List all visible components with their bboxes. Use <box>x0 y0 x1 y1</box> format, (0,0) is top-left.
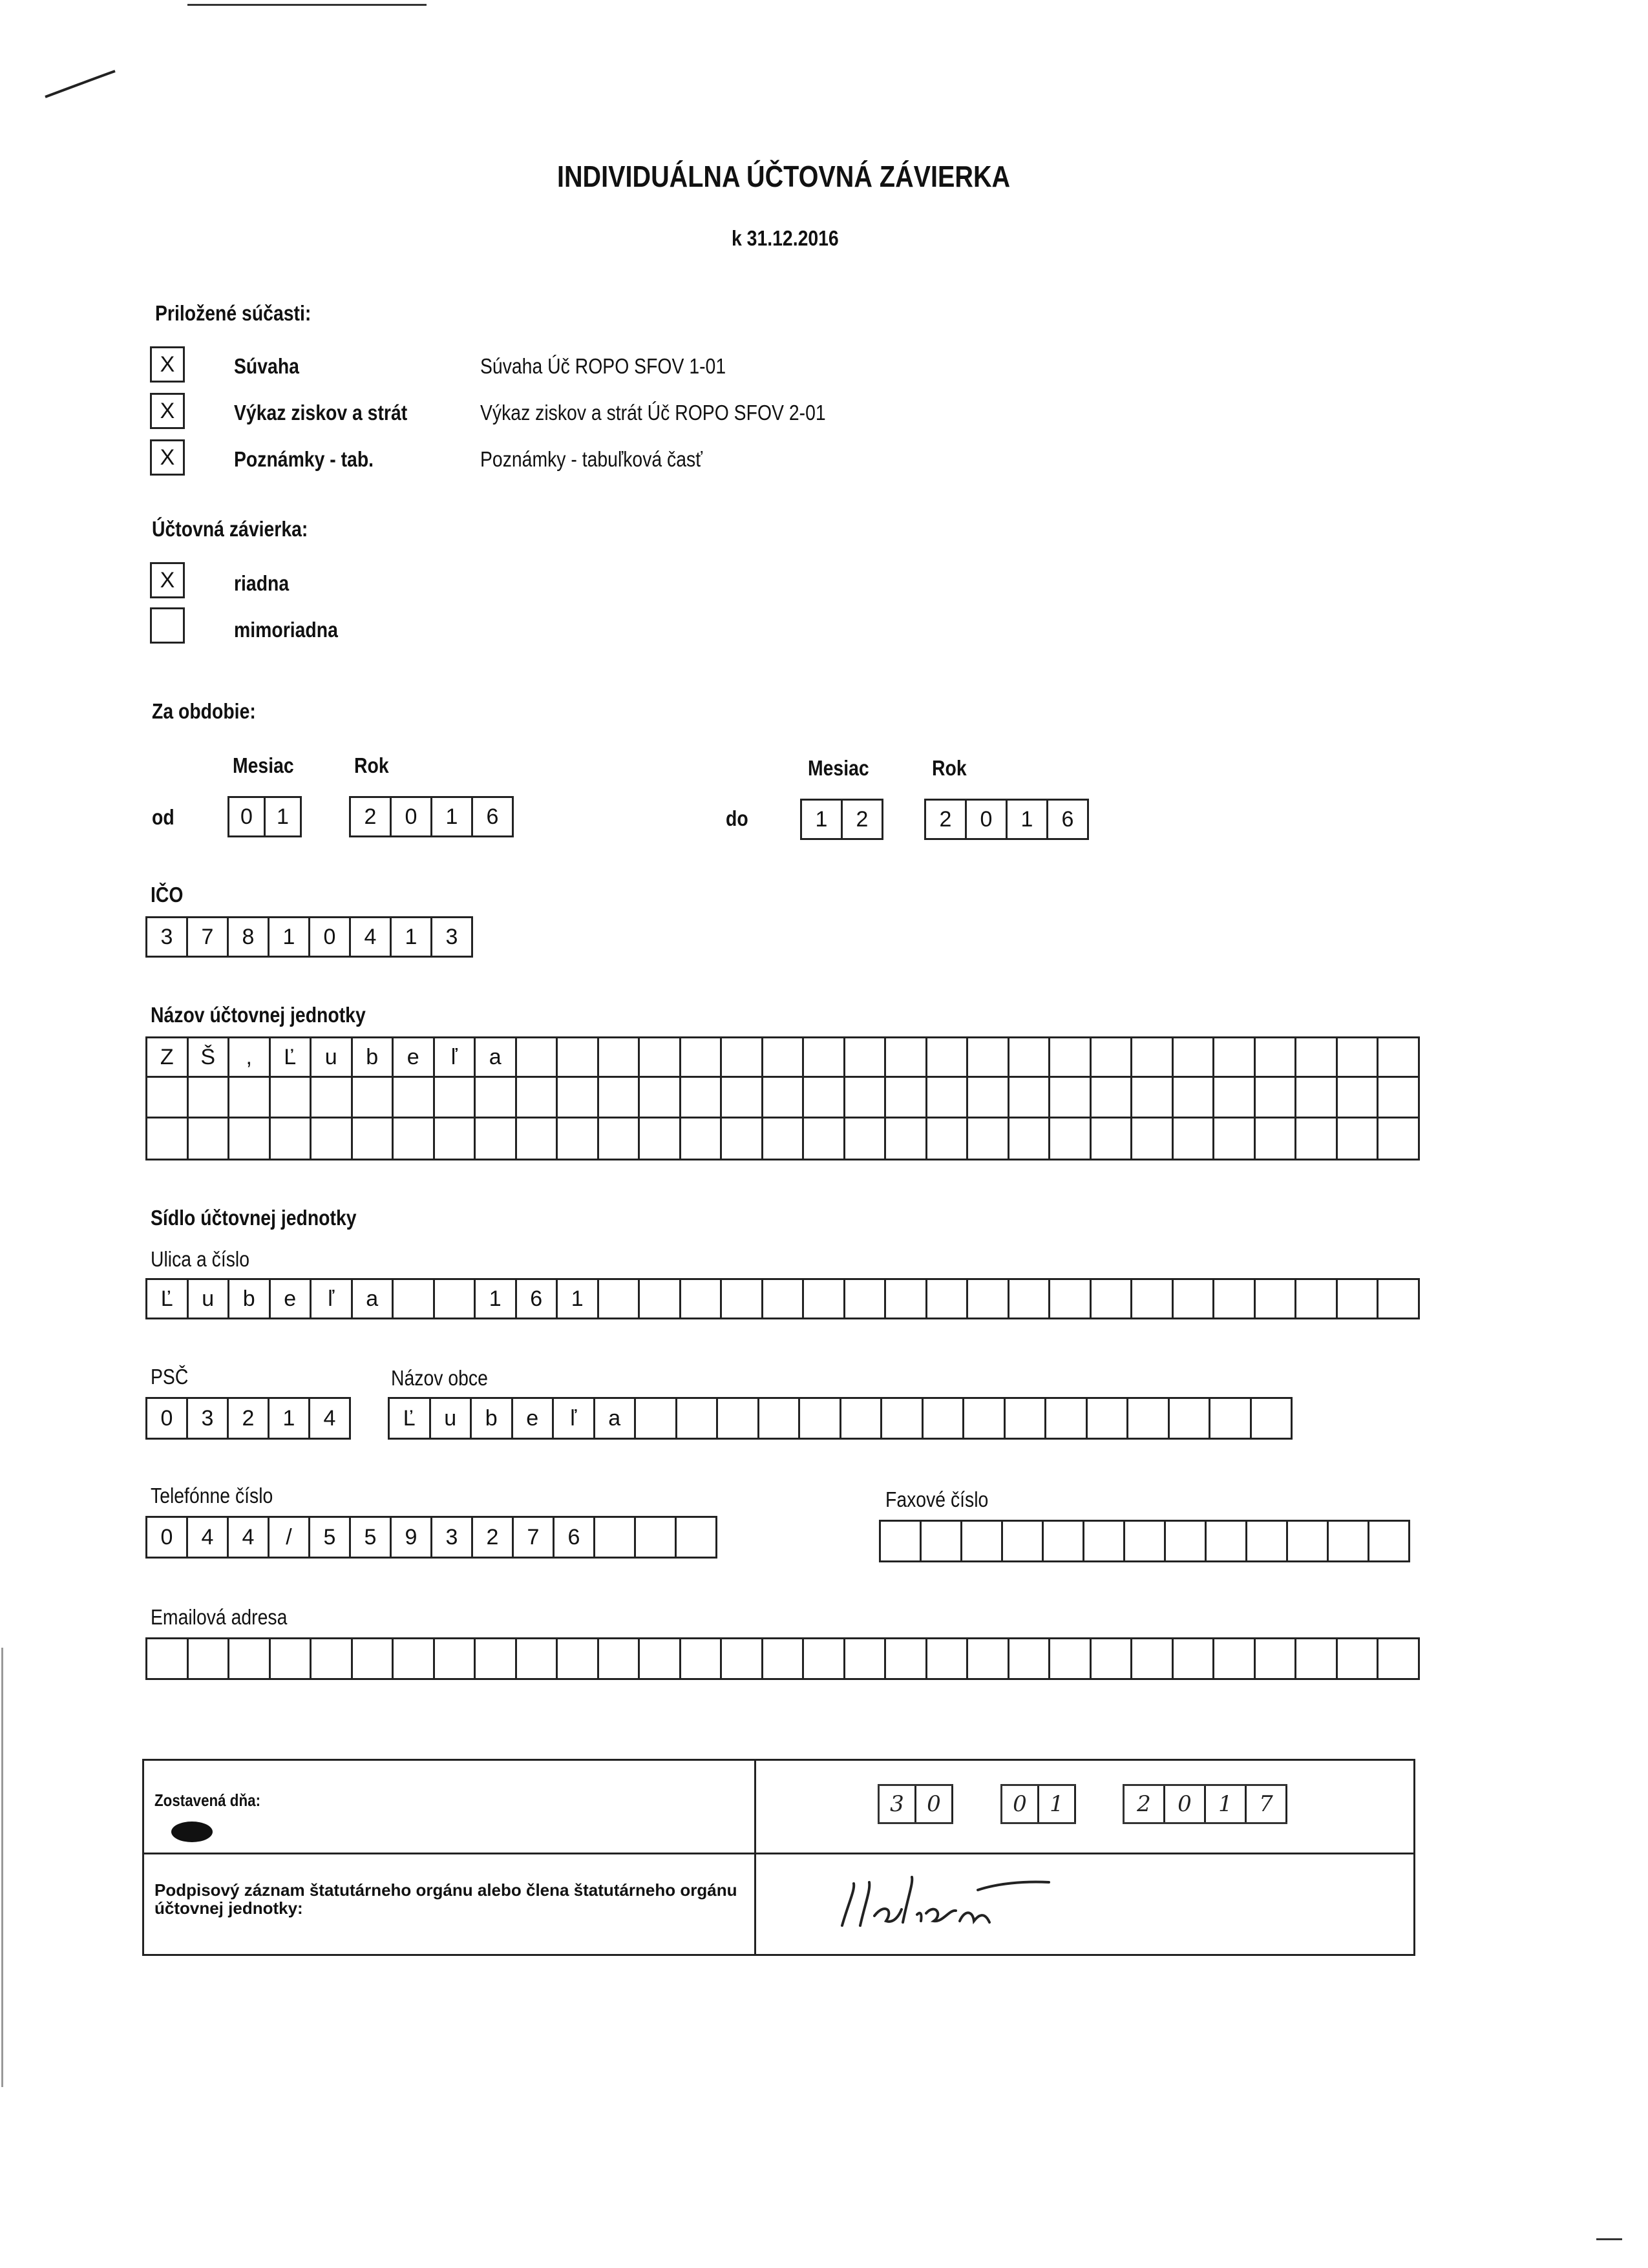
char-cell <box>1256 1078 1297 1117</box>
char-cell <box>636 1399 677 1438</box>
attachment-desc-poznamky: Poznámky - tabuľková časť <box>480 447 703 471</box>
char-cell <box>763 1038 805 1076</box>
char-cell: e <box>513 1399 555 1438</box>
digit-cell: 0 <box>310 918 351 956</box>
char-cell: ľ <box>554 1399 595 1438</box>
char-cell <box>927 1118 969 1159</box>
char-cell <box>1009 1639 1051 1678</box>
digit-cell: 1 <box>392 918 432 956</box>
char-cell <box>968 1038 1009 1076</box>
char-cell <box>558 1038 599 1076</box>
char-cell <box>640 1078 681 1117</box>
char-cell: a <box>476 1038 517 1076</box>
char-cell <box>922 1522 962 1560</box>
char-cell <box>1296 1280 1338 1318</box>
entity-name-row-2[interactable] <box>145 1078 1420 1118</box>
digit-cell: 1 <box>432 798 473 835</box>
char-cell: 7 <box>514 1518 555 1557</box>
char-cell <box>435 1118 476 1159</box>
char-cell <box>763 1078 805 1117</box>
char-cell <box>1247 1522 1288 1560</box>
char-cell <box>968 1639 1009 1678</box>
char-cell <box>1379 1280 1420 1318</box>
digit-cell: 1 <box>269 918 310 956</box>
char-cell <box>759 1399 801 1438</box>
closing-mimoriadna-label: mimoriadna <box>234 618 338 642</box>
ink-blot-mark <box>167 1818 219 1847</box>
char-cell <box>435 1639 476 1678</box>
char-cell <box>394 1118 435 1159</box>
char-cell <box>435 1280 476 1318</box>
entity-name-row-1[interactable] <box>145 1036 1420 1078</box>
char-cell: 2 <box>473 1518 514 1557</box>
char-cell <box>1132 1639 1174 1678</box>
char-cell <box>1092 1118 1133 1159</box>
char-cell <box>1214 1118 1256 1159</box>
digit-cell: 4 <box>351 918 392 956</box>
char-cell <box>1296 1038 1338 1076</box>
compiled-day-field[interactable] <box>878 1784 953 1824</box>
digit-cell: 1 <box>266 798 302 835</box>
attachment-name-suvaha: Súvaha <box>234 354 299 378</box>
digit-cell: 1 <box>802 801 843 838</box>
char-cell <box>718 1399 759 1438</box>
char-cell <box>845 1280 887 1318</box>
street-label: Ulica a číslo <box>151 1247 249 1271</box>
checkbox-suvaha[interactable]: X <box>150 346 185 383</box>
char-cell <box>1084 1522 1125 1560</box>
char-cell: b <box>472 1399 513 1438</box>
char-cell <box>517 1118 558 1159</box>
ico-label: IČO <box>151 883 184 907</box>
psc-field[interactable] <box>145 1397 351 1440</box>
char-cell: 1 <box>558 1280 599 1318</box>
char-cell <box>1210 1399 1252 1438</box>
char-cell <box>1170 1399 1211 1438</box>
char-cell <box>558 1078 599 1117</box>
char-cell <box>1044 1522 1084 1560</box>
char-cell <box>599 1280 640 1318</box>
scan-top-line <box>187 4 427 6</box>
char-cell <box>845 1639 887 1678</box>
digit-cell: 4 <box>310 1399 351 1438</box>
pen-stroke-mark <box>39 65 123 103</box>
char-cell <box>1009 1078 1051 1117</box>
char-cell <box>800 1399 841 1438</box>
from-year-field[interactable] <box>349 796 514 837</box>
char-cell: / <box>269 1518 310 1557</box>
to-year-field[interactable] <box>924 799 1089 840</box>
char-cell: 0 <box>147 1518 188 1557</box>
char-cell <box>924 1399 965 1438</box>
char-cell <box>804 1118 845 1159</box>
document-title: INDIVIDUÁLNA ÚČTOVNÁ ZÁVIERKA <box>557 160 1011 193</box>
char-cell <box>1088 1399 1129 1438</box>
period-from-label: od <box>152 805 174 829</box>
char-cell <box>1338 1280 1379 1318</box>
period-label: Za obdobie: <box>152 699 256 723</box>
char-cell: u <box>189 1280 230 1318</box>
digit-cell: 1 <box>269 1399 310 1438</box>
char-cell: Ľ <box>147 1280 189 1318</box>
char-cell <box>927 1078 969 1117</box>
char-cell <box>353 1639 394 1678</box>
char-cell: Ľ <box>390 1399 431 1438</box>
char-cell <box>1125 1522 1166 1560</box>
char-cell <box>722 1639 763 1678</box>
char-cell <box>962 1522 1003 1560</box>
checkbox-poznamky[interactable]: X <box>150 439 185 476</box>
compiled-month-field[interactable] <box>1000 1784 1076 1824</box>
char-cell <box>841 1399 883 1438</box>
char-cell <box>271 1118 312 1159</box>
char-cell <box>1338 1038 1379 1076</box>
char-cell: a <box>595 1399 637 1438</box>
digit-cell: 0 <box>392 798 432 835</box>
attachment-desc-suvaha: Súvaha Úč ROPO SFOV 1-01 <box>480 354 726 378</box>
digit-cell: 3 <box>880 1786 916 1822</box>
closing-riadna-label: riadna <box>234 571 290 595</box>
char-cell <box>927 1280 969 1318</box>
char-cell <box>881 1522 922 1560</box>
digit-cell: 1 <box>1206 1786 1247 1822</box>
char-cell <box>1214 1038 1256 1076</box>
digit-cell: 1 <box>1008 801 1048 838</box>
digit-cell: 1 <box>1039 1786 1076 1822</box>
char-cell: Z <box>147 1038 189 1076</box>
char-cell <box>1132 1078 1174 1117</box>
char-cell: 1 <box>476 1280 517 1318</box>
char-cell: 6 <box>517 1280 558 1318</box>
char-cell <box>1009 1280 1051 1318</box>
char-cell <box>1256 1038 1297 1076</box>
char-cell <box>271 1078 312 1117</box>
char-cell <box>1006 1399 1047 1438</box>
char-cell <box>1379 1078 1420 1117</box>
char-cell: b <box>353 1038 394 1076</box>
document-date: k 31.12.2016 <box>732 226 839 250</box>
char-cell <box>1132 1038 1174 1076</box>
city-label: Názov obce <box>391 1366 488 1390</box>
char-cell <box>1214 1639 1256 1678</box>
char-cell <box>1009 1038 1051 1076</box>
char-cell <box>1296 1639 1338 1678</box>
char-cell <box>968 1118 1009 1159</box>
char-cell <box>476 1639 517 1678</box>
char-cell <box>845 1038 887 1076</box>
digit-cell: 2 <box>843 801 883 838</box>
char-cell <box>1296 1078 1338 1117</box>
table-horizontal-divider <box>144 1853 1413 1854</box>
char-cell <box>312 1639 353 1678</box>
char-cell: e <box>394 1038 435 1076</box>
char-cell <box>312 1078 353 1117</box>
char-cell <box>845 1078 887 1117</box>
char-cell <box>1379 1639 1420 1678</box>
fax-field[interactable] <box>879 1520 1410 1562</box>
char-cell <box>1214 1280 1256 1318</box>
table-vertical-divider <box>754 1761 756 1954</box>
char-cell <box>1369 1522 1410 1560</box>
char-cell <box>804 1078 845 1117</box>
char-cell <box>763 1118 805 1159</box>
char-cell <box>886 1078 927 1117</box>
digit-cell: 2 <box>229 1399 269 1438</box>
char-cell: 4 <box>188 1518 229 1557</box>
attachment-name-poznamky: Poznámky - tab. <box>234 447 374 471</box>
char-cell <box>147 1118 189 1159</box>
char-cell <box>1092 1038 1133 1076</box>
checkbox-vykaz[interactable]: X <box>150 393 185 429</box>
attachments-label: Priložené súčasti: <box>155 301 312 325</box>
char-cell <box>1046 1399 1088 1438</box>
digit-cell: 2 <box>351 798 392 835</box>
char-cell <box>927 1038 969 1076</box>
checkbox-riadna[interactable]: X <box>150 562 185 598</box>
digit-cell: 6 <box>1048 801 1089 838</box>
email-label: Emailová adresa <box>151 1605 288 1629</box>
sign-label: Podpisový záznam štatutárneho orgánu alebo člena štatutárneho orgánu účtovnej jednotky: <box>154 1880 737 1918</box>
char-cell <box>677 1518 717 1557</box>
psc-label: PSČ <box>151 1365 189 1389</box>
char-cell <box>147 1639 189 1678</box>
char-cell <box>640 1118 681 1159</box>
char-cell <box>1174 1078 1215 1117</box>
char-cell <box>189 1078 230 1117</box>
char-cell <box>1050 1038 1092 1076</box>
char-cell <box>595 1518 636 1557</box>
char-cell: 4 <box>229 1518 269 1557</box>
char-cell <box>882 1399 924 1438</box>
char-cell <box>1338 1078 1379 1117</box>
char-cell <box>1338 1639 1379 1678</box>
char-cell <box>1256 1118 1297 1159</box>
char-cell <box>722 1118 763 1159</box>
char-cell <box>1296 1118 1338 1159</box>
char-cell <box>1050 1280 1092 1318</box>
period-to-label: do <box>726 806 748 830</box>
to-year-label: Rok <box>932 756 967 780</box>
digit-cell: 3 <box>432 918 473 956</box>
digit-cell: 3 <box>188 1399 229 1438</box>
char-cell <box>1174 1639 1215 1678</box>
char-cell <box>681 1038 723 1076</box>
char-cell: 9 <box>392 1518 432 1557</box>
char-cell <box>1132 1118 1174 1159</box>
char-cell <box>599 1118 640 1159</box>
char-cell <box>517 1078 558 1117</box>
entity-name-row-3[interactable] <box>145 1118 1420 1160</box>
char-cell <box>968 1280 1009 1318</box>
char-cell: u <box>312 1038 353 1076</box>
char-cell <box>476 1118 517 1159</box>
char-cell <box>229 1118 271 1159</box>
digit-cell: 2 <box>1125 1786 1165 1822</box>
char-cell <box>640 1038 681 1076</box>
char-cell: Ľ <box>271 1038 312 1076</box>
char-cell: , <box>229 1038 271 1076</box>
entity-name-label: Názov účtovnej jednotky <box>151 1003 366 1027</box>
char-cell <box>722 1280 763 1318</box>
from-year-label: Rok <box>354 753 389 777</box>
char-cell <box>1003 1522 1044 1560</box>
char-cell: ľ <box>435 1038 476 1076</box>
to-month-field[interactable] <box>800 799 883 840</box>
digit-cell: 0 <box>967 801 1008 838</box>
char-cell <box>681 1118 723 1159</box>
char-cell <box>763 1280 805 1318</box>
char-cell <box>189 1118 230 1159</box>
char-cell <box>886 1038 927 1076</box>
char-cell <box>558 1639 599 1678</box>
char-cell <box>1128 1399 1170 1438</box>
phone-label: Telefónne číslo <box>151 1484 273 1507</box>
closing-label: Účtovná závierka: <box>152 517 308 541</box>
compiled-label: Zostavená dňa: <box>154 1790 261 1810</box>
char-cell: 5 <box>351 1518 392 1557</box>
checkbox-mimoriadna[interactable] <box>150 607 185 644</box>
phone-field[interactable] <box>145 1516 717 1559</box>
char-cell <box>804 1038 845 1076</box>
digit-cell: 0 <box>916 1786 953 1822</box>
char-cell <box>681 1078 723 1117</box>
fax-label: Faxové číslo <box>885 1487 989 1511</box>
city-field[interactable] <box>388 1397 1293 1440</box>
char-cell <box>1166 1522 1207 1560</box>
char-cell <box>763 1639 805 1678</box>
char-cell <box>1207 1522 1247 1560</box>
char-cell: Š <box>189 1038 230 1076</box>
from-month-field[interactable] <box>227 796 302 837</box>
char-cell <box>394 1280 435 1318</box>
char-cell <box>1256 1639 1297 1678</box>
char-cell <box>394 1078 435 1117</box>
char-cell <box>886 1280 927 1318</box>
email-field[interactable] <box>145 1637 1420 1680</box>
char-cell <box>147 1078 189 1117</box>
digit-cell: 0 <box>1002 1786 1039 1822</box>
digit-cell: 2 <box>926 801 967 838</box>
char-cell <box>886 1639 927 1678</box>
char-cell <box>229 1639 271 1678</box>
char-cell <box>394 1639 435 1678</box>
char-cell <box>353 1078 394 1117</box>
bottom-right-mark <box>1596 2238 1622 2240</box>
char-cell <box>886 1118 927 1159</box>
char-cell <box>722 1038 763 1076</box>
char-cell <box>271 1639 312 1678</box>
attachment-desc-vykaz: Výkaz ziskov a strát Úč ROPO SFOV 2-01 <box>480 401 826 425</box>
address-label: Sídlo účtovnej jednotky <box>151 1206 357 1230</box>
digit-cell: 7 <box>1247 1786 1287 1822</box>
char-cell <box>1174 1118 1215 1159</box>
char-cell: 6 <box>555 1518 595 1557</box>
char-cell <box>229 1078 271 1117</box>
handwritten-signature[interactable] <box>823 1864 1068 1942</box>
from-month-label: Mesiac <box>233 753 294 777</box>
char-cell <box>517 1639 558 1678</box>
char-cell <box>1132 1280 1174 1318</box>
char-cell <box>636 1518 677 1557</box>
char-cell: ľ <box>312 1280 353 1318</box>
char-cell <box>804 1639 845 1678</box>
char-cell <box>640 1280 681 1318</box>
char-cell: b <box>229 1280 271 1318</box>
char-cell <box>312 1118 353 1159</box>
digit-cell: 8 <box>229 918 269 956</box>
char-cell: e <box>271 1280 312 1318</box>
to-month-label: Mesiac <box>808 756 869 780</box>
char-cell <box>964 1399 1006 1438</box>
digit-cell: 0 <box>229 798 266 835</box>
digit-cell: 0 <box>1165 1786 1206 1822</box>
char-cell <box>927 1639 969 1678</box>
char-cell <box>1050 1118 1092 1159</box>
char-cell <box>1050 1078 1092 1117</box>
char-cell <box>1092 1280 1133 1318</box>
char-cell <box>845 1118 887 1159</box>
char-cell <box>804 1280 845 1318</box>
char-cell <box>599 1639 640 1678</box>
char-cell <box>1050 1639 1092 1678</box>
digit-cell: 3 <box>147 918 188 956</box>
char-cell: u <box>431 1399 472 1438</box>
char-cell <box>476 1078 517 1117</box>
char-cell <box>1214 1078 1256 1117</box>
char-cell <box>1174 1280 1215 1318</box>
char-cell <box>681 1280 723 1318</box>
char-cell <box>435 1078 476 1117</box>
char-cell <box>517 1038 558 1076</box>
char-cell <box>640 1639 681 1678</box>
char-cell <box>189 1639 230 1678</box>
char-cell <box>722 1078 763 1117</box>
digit-cell: 6 <box>473 798 514 835</box>
char-cell <box>1379 1038 1420 1076</box>
char-cell <box>1338 1118 1379 1159</box>
char-cell <box>677 1399 719 1438</box>
attachment-name-vykaz: Výkaz ziskov a strát <box>234 401 408 425</box>
char-cell: 5 <box>310 1518 351 1557</box>
scan-left-edge <box>1 1648 3 2087</box>
digit-cell: 0 <box>147 1399 188 1438</box>
char-cell <box>968 1078 1009 1117</box>
char-cell <box>1252 1399 1293 1438</box>
char-cell: a <box>353 1280 394 1318</box>
char-cell <box>1092 1639 1133 1678</box>
digit-cell: 7 <box>188 918 229 956</box>
char-cell <box>1379 1118 1420 1159</box>
char-cell <box>1092 1078 1133 1117</box>
char-cell <box>1009 1118 1051 1159</box>
compiled-year-field[interactable] <box>1123 1784 1287 1824</box>
ico-field[interactable] <box>145 916 473 958</box>
char-cell <box>353 1118 394 1159</box>
char-cell <box>599 1038 640 1076</box>
char-cell <box>681 1639 723 1678</box>
char-cell <box>1256 1280 1297 1318</box>
street-field[interactable] <box>145 1278 1420 1319</box>
signature-table <box>142 1759 1415 1956</box>
char-cell: 3 <box>432 1518 473 1557</box>
char-cell <box>1288 1522 1329 1560</box>
char-cell <box>1174 1038 1215 1076</box>
char-cell <box>558 1118 599 1159</box>
char-cell <box>1329 1522 1369 1560</box>
char-cell <box>599 1078 640 1117</box>
